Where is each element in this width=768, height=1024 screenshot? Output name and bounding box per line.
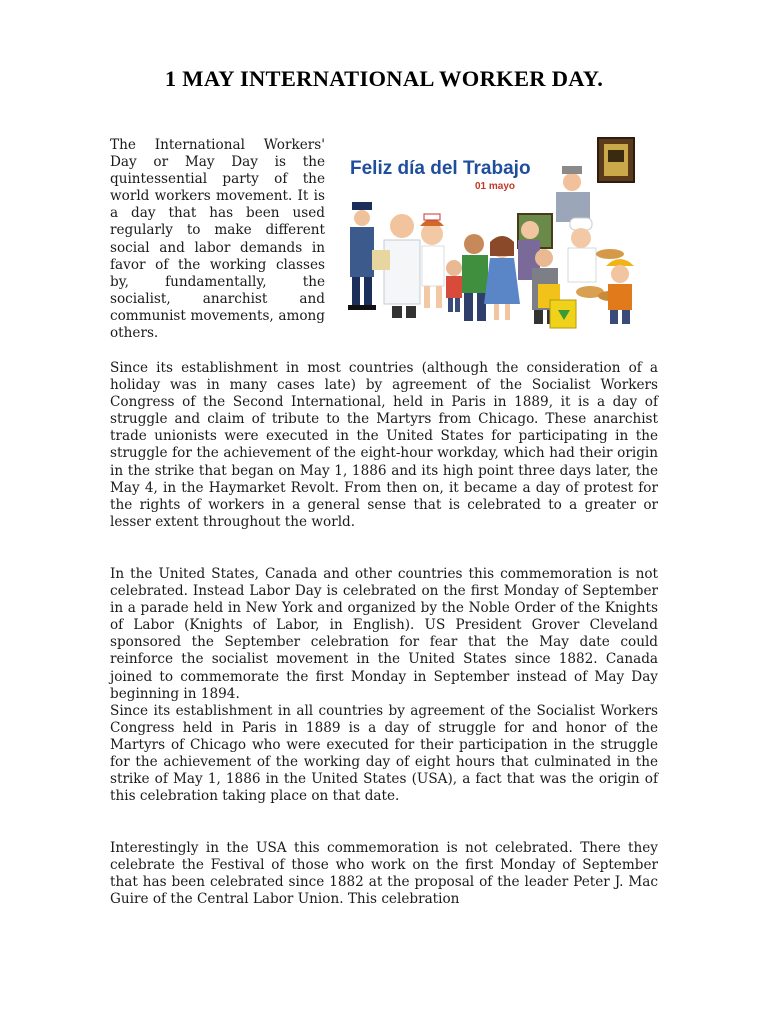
body-paragraph-2: In the United States, Canada and other countries this commemoration is not celebrated. Instead Labor Day is celebrated on the first Monday of September in a parade held in New York and organized by the Noble Order of the Knights of Labor (Knights of Labor, in English). US President Grover Cleveland sponsored the September celebration for fear that the May date could reinforce the socialist movement in the United States since 1882. Canada joined to commemorate the first Monday in September instead of May Day beginning in 1894.: [110, 566, 658, 702]
body-paragraph-1: Since its establishment in most countries (although the consideration of a holiday was in many cases late) by agreement of the Socialist Workers Congress of the Second International, held in Paris in 1889, it is a day of struggle and claim of tribute to the Martyrs from Chicago. These anarchist trade unionists were executed in the United States for participating in the struggle for the achievement of the eight-hour workday, which had their origin in the strike that began on May 1, 1886 and its high point three days later, the May 4, in the Haymarket Revolt. From then on, it became a day of protest for the rights of workers in a general sense that is celebrated to a greater or lesser extent throughout the world.: [110, 360, 658, 530]
body-paragraph-3: Since its establishment in all countries by agreement of the Socialist Workers Congress held in Paris in 1889 is a day of struggle for and honor of the Martyrs of Chicago who were executed for their participation in the struggle for the achievement of the working day of eight hours that culminated in the strike of May 1, 1886 in the United States (USA), a fact that was the origin of this celebration taking place on that date.: [110, 703, 658, 805]
recycling-bin-icon: [550, 300, 576, 328]
workers-day-illustration: [340, 134, 642, 330]
intro-paragraph: The International Workers' Day or May Day is the quintessential party of the world workers movement. It is a day that has been used regularly to make different social and labor demands in favor of the working classes by, fundamentally, the socialist, anarchist and communist movements, among others.: [110, 137, 325, 342]
illustration-subheading: 01 mayo: [475, 181, 516, 192]
page-title: 1 MAY INTERNATIONAL WORKER DAY.: [164, 66, 604, 91]
body-paragraph-4: Interestingly in the USA this commemoration is not celebrated. There they celebrate the Festival of those who work on the first Monday of September that has been celebrated since 1882 at the proposal of the leader Peter J. Mac Guire of the Central Labor Union. This celebration: [110, 840, 658, 908]
illustration-heading: Feliz día del Trabajo: [350, 158, 531, 179]
poster-frame-icon: [598, 138, 634, 182]
